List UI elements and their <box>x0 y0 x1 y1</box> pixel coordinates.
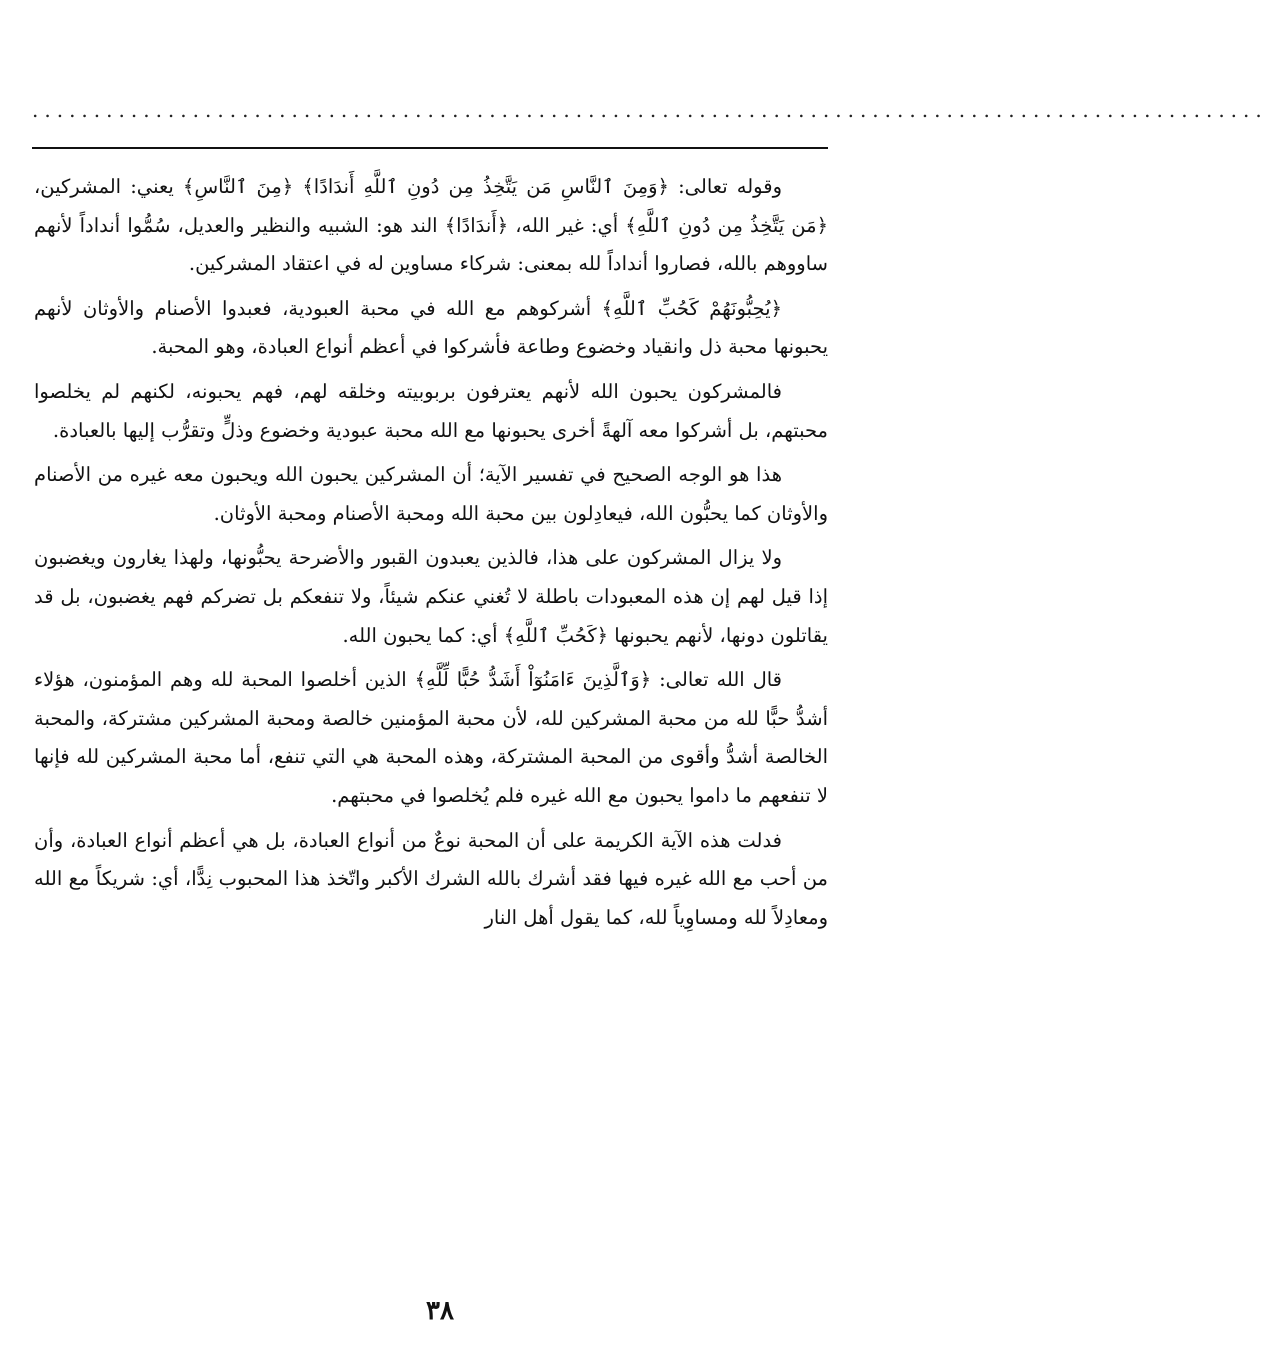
dotted-separator: .................................................................................................... <box>32 98 1268 122</box>
paragraph: قال الله تعالى: ﴿وَٱلَّذِينَ ءَامَنُوٓاْ أَشَدُّ حُبًّا لِّلَّهِ﴾ الذين أخلصوا المحبة لله وهم المؤمنون، هؤلاء أشدُّ حبًّا لله من محبة المشركين لله، لأن محبة المؤمنين خالصة ومحبة المشركين مشتركة، والمحبة الخالصة أشدُّ وأقوى من المحبة المشتركة، وهذه المحبة هي التي تنفع، أما محبة المشركين لله فإنها لا تنفعهم ما داموا يحبون مع الله غيره فلم يُخلصوا في محبتهم. <box>34 668 828 807</box>
paragraph: وقوله تعالى: ﴿وَمِنَ ٱلنَّاسِ مَن يَتَّخِذُ مِن دُونِ ٱللَّهِ أَندَادًا﴾ ﴿مِنَ ٱلنَّاسِ﴾ يعني: المشركين، ﴿مَن يَتَّخِذُ مِن دُونِ ٱللَّهِ﴾ أي: غير الله، ﴿أَندَادًا﴾ الند هو: الشبيه والنظير والعديل، سُمُّوا أنداداً لأنهم ساووهم بالله، فصاروا أنداداً لله بمعنى: شركاء مساوين له في اعتقاد المشركين. <box>34 175 828 276</box>
page-number: ٣٨ <box>426 1296 454 1326</box>
paragraph: فالمشركون يحبون الله لأنهم يعترفون بربوبيته وخلقه لهم، فهم يحبونه، لكنهم لم يخلصوا محبتهم، بل أشركوا معه آلهةً أخرى يحبونها مع الله محبة عبودية وخضوع وذلٍّ وتقرُّب إليها بالعبادة. <box>34 379 828 442</box>
paragraph: ﴿يُحِبُّونَهُمْ كَحُبِّ ٱللَّهِ﴾ أشركوهم مع الله في محبة العبودية، فعبدوا الأصنام والأوثان لأنهم يحبونها محبة ذل وانقياد وخضوع وطاعة فأشركوا في أعظم أنواع العبادة، وهو المحبة. <box>34 296 828 359</box>
horizontal-rule <box>32 147 828 149</box>
page-body <box>34 168 828 943</box>
paragraph: ولا يزال المشركون على هذا، فالذين يعبدون القبور والأضرحة يحبُّونها، ولهذا يغارون ويغضبون إذا قيل لهم إن هذه المعبودات باطلة لا تُغني عنكم شيئاً، ولا تنفعكم بل تضركم فهم يغضبون، بل قد يقاتلون دونها، لأنهم يحبونها ﴿كَحُبِّ ٱللَّهِ﴾ أي: كما يحبون الله. <box>34 546 828 647</box>
paragraph: هذا هو الوجه الصحيح في تفسير الآية؛ أن المشركين يحبون الله ويحبون معه غيره من الأصنام والأوثان كما يحبُّون الله، فيعادِلون بين محبة الله ومحبة الأصنام ومحبة الأوثان. <box>34 463 828 525</box>
paragraph: فدلت هذه الآية الكريمة على أن المحبة نوعٌ من أنواع العبادة، بل هي أعظم أنواع العبادة، وأن من أحب مع الله غيره فيها فقد أشرك بالله الشرك الأكبر واتّخذ هذا المحبوب نِدًّا، أي: شريكاً مع الله ومعادِلاً لله ومساوِياً لله، كما يقول أهل النار <box>34 828 828 929</box>
